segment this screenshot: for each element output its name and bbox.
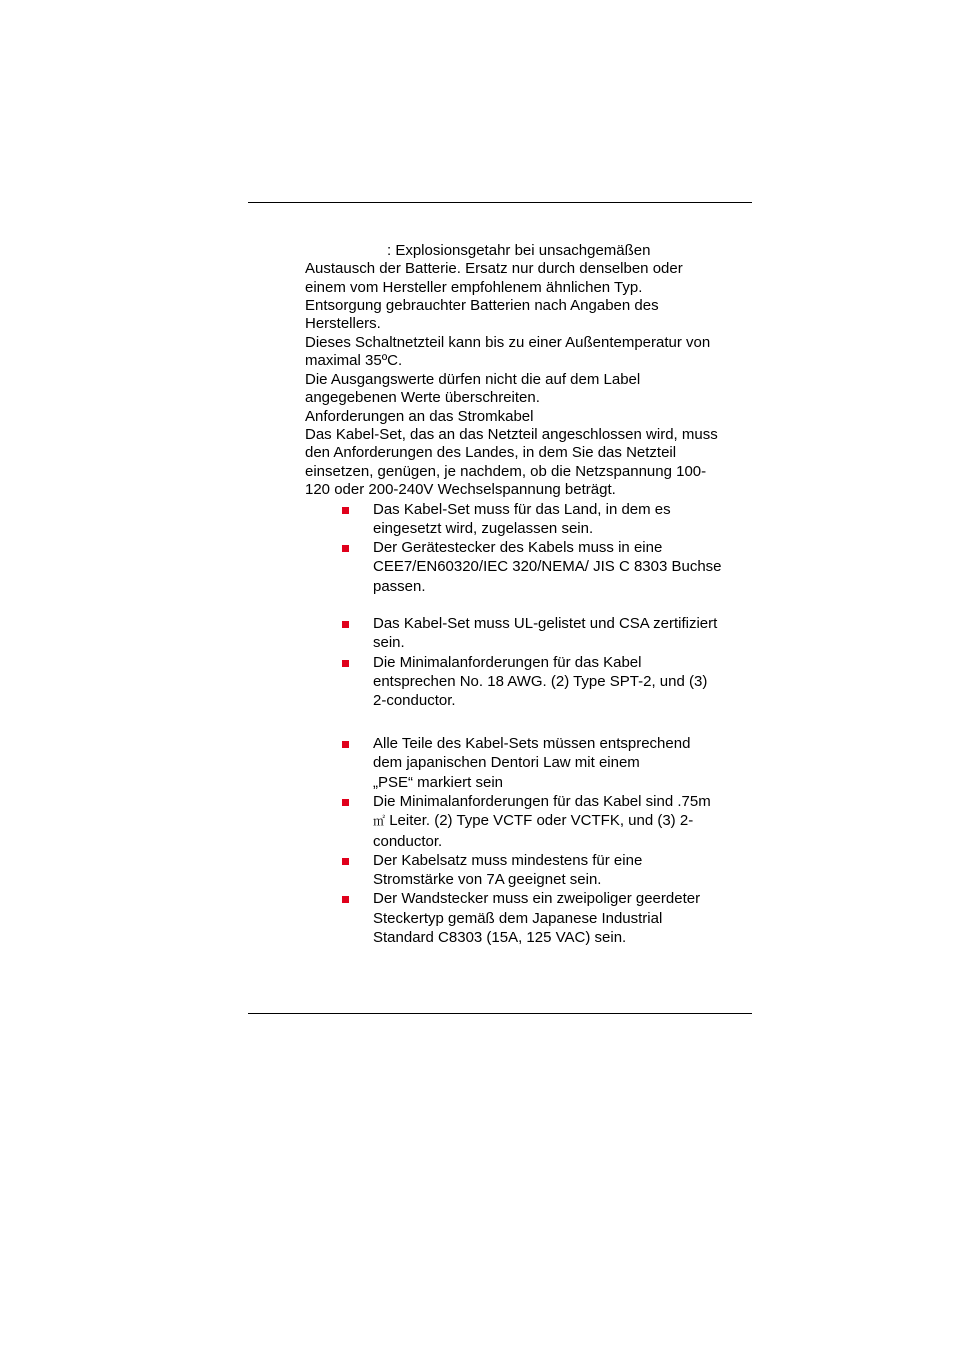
footer-rule xyxy=(248,1013,752,1014)
paragraph-line: den Anforderungen des Landes, in dem Sie das Netzteil xyxy=(305,444,677,461)
paragraph-line: maximal 35ºC. xyxy=(305,352,403,369)
bullet-square-icon xyxy=(342,858,349,865)
list-item-line: „PSE“ markiert sein xyxy=(373,774,504,791)
paragraph-line: angegebenen Werte überschreiten. xyxy=(305,389,540,406)
paragraph-line: einem vom Hersteller empfohlenem ähnlichen Typ. xyxy=(305,279,643,296)
list-item-line: 2-conductor. xyxy=(373,692,456,709)
list-item-line: Die Minimalanforderungen für das Kabel sind .75m xyxy=(373,793,711,810)
header-rule xyxy=(248,202,752,203)
paragraph-line: Austausch der Batterie. Ersatz nur durch denselben oder xyxy=(305,260,683,277)
paragraph-line: : Explosionsgetahr bei unsachgemäßen xyxy=(387,242,651,259)
bullet-square-icon xyxy=(342,507,349,514)
list-item-line: Der Gerätestecker des Kabels muss in eine xyxy=(373,539,663,556)
list-item-line: Der Wandstecker muss ein zweipoliger geerdeter xyxy=(373,890,701,907)
paragraph-line: Herstellers. xyxy=(305,315,381,332)
paragraph-line: Entsorgung gebrauchter Batterien nach Angaben des xyxy=(305,297,659,314)
bullet-square-icon xyxy=(342,896,349,903)
paragraph-line: Das Kabel-Set, das an das Netzteil angeschlossen wird, muss xyxy=(305,426,718,443)
list-item-line: CEE7/EN60320/IEC 320/NEMA/ JIS C 8303 Buchse xyxy=(373,558,722,575)
bullet-square-icon xyxy=(342,799,349,806)
paragraph-line: 120 oder 200-240V Wechselspannung beträgt. xyxy=(305,481,616,498)
list-item-line xyxy=(373,812,693,830)
list-item-line: Alle Teile des Kabel-Sets müssen entsprechend xyxy=(373,735,691,752)
square-meter-symbol: ㎡ xyxy=(373,814,386,828)
list-item-line: Steckertyp gemäß dem Japanese Industrial xyxy=(373,910,663,927)
list-item-line: Das Kabel-Set muss UL-gelistet und CSA zertifiziert xyxy=(373,615,718,632)
list-item-line: Das Kabel-Set muss für das Land, in dem es xyxy=(373,501,671,518)
list-item-line: Standard C8303 (15A, 125 VAC) sein. xyxy=(373,929,627,946)
bullet-square-icon xyxy=(342,545,349,552)
list-item-line: entsprechen No. 18 AWG. (2) Type SPT-2, und (3) xyxy=(373,673,708,690)
list-item-text: Leiter. (2) Type VCTF oder VCTFK, und (3) 2- xyxy=(389,812,694,829)
bullet-square-icon xyxy=(342,660,349,667)
bullet-square-icon xyxy=(342,621,349,628)
list-item-line: Stromstärke von 7A geeignet sein. xyxy=(373,871,602,888)
list-item-line: eingesetzt wird, zugelassen sein. xyxy=(373,520,594,537)
list-item-line: sein. xyxy=(373,634,405,651)
list-item-line: dem japanischen Dentori Law mit einem xyxy=(373,754,640,771)
paragraph-line: Dieses Schaltnetzteil kann bis zu einer Außentemperatur von xyxy=(305,334,711,351)
list-item-line: passen. xyxy=(373,578,426,595)
list-item-line: conductor. xyxy=(373,833,443,850)
section-heading: Anforderungen an das Stromkabel xyxy=(305,408,534,425)
paragraph-line: Die Ausgangswerte dürfen nicht die auf dem Label xyxy=(305,371,641,388)
paragraph-line: einsetzen, genügen, je nachdem, ob die Netzspannung 100- xyxy=(305,463,707,480)
list-item-line: Der Kabelsatz muss mindestens für eine xyxy=(373,852,643,869)
list-item-line: Die Minimalanforderungen für das Kabel xyxy=(373,654,642,671)
bullet-square-icon xyxy=(342,741,349,748)
